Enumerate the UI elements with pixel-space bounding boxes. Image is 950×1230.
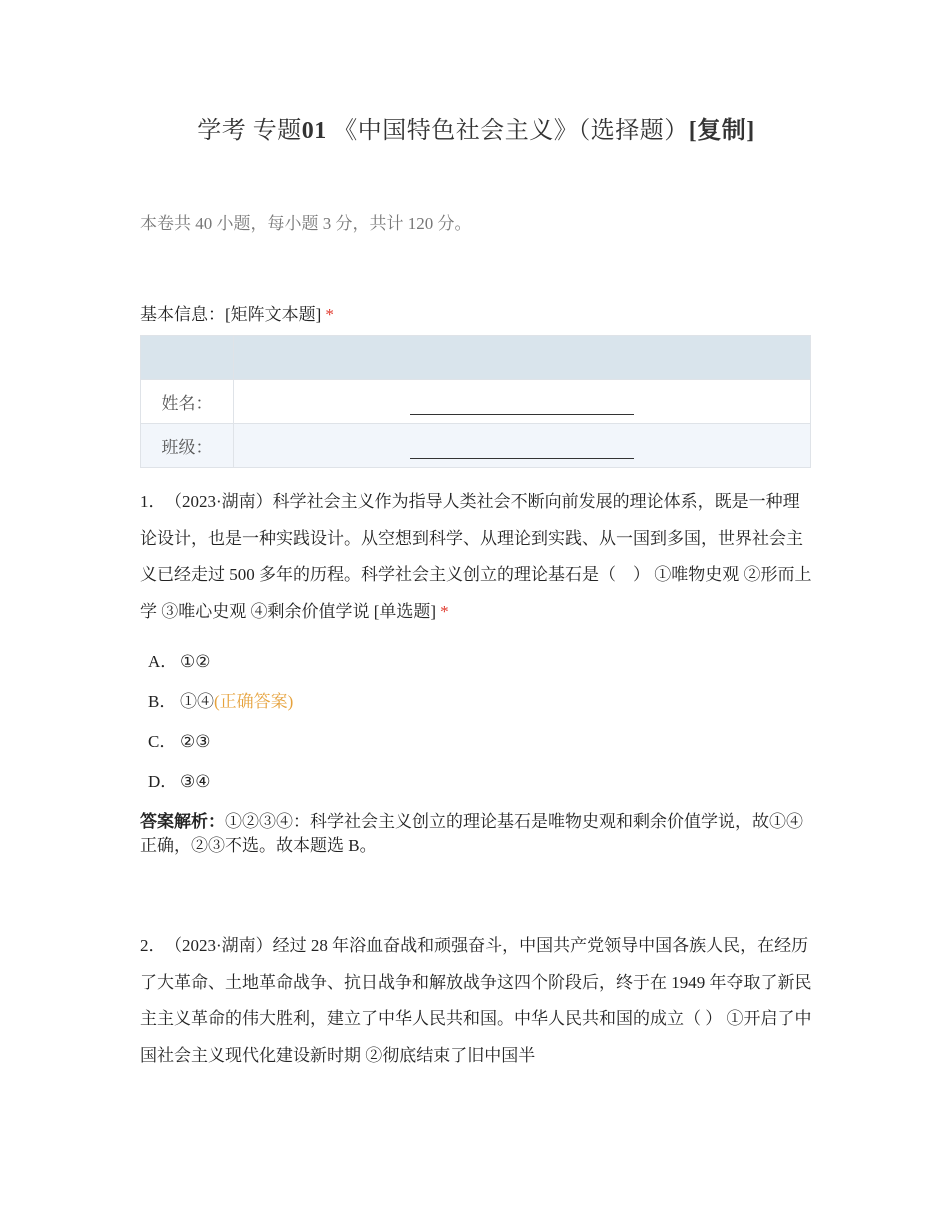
question-1-stem [140, 484, 812, 630]
matrix-row-name [141, 380, 811, 424]
option-text: ③④ [180, 772, 211, 791]
name-blank-line[interactable] [410, 402, 634, 415]
title-suffix: [复制] [688, 118, 755, 144]
question-number: 1． [140, 492, 166, 511]
analysis-label: 答案解析： [140, 812, 225, 831]
matrix-header-cell [234, 336, 811, 380]
option-c[interactable] [148, 722, 293, 762]
correct-answer-tag: (正确答案) [214, 692, 294, 711]
matrix-row-class [141, 424, 811, 468]
title-number: 01 [301, 118, 327, 144]
option-letter: B． [148, 692, 177, 711]
option-d[interactable] [148, 762, 293, 802]
option-text: ②③ [180, 732, 211, 751]
intro-text: 本卷共 40 小题，每小题 3 分，共计 120 分。 [140, 214, 472, 233]
title-main: 《中国特色社会主义》（选择题） [333, 118, 689, 144]
required-mark: * [440, 601, 449, 621]
analysis-text: ①②③④：科学社会主义创立的理论基石是唯物史观和剩余价值学说，故①④正确，②③不选。故本题选 B。 [140, 812, 803, 855]
option-b[interactable] [148, 682, 293, 722]
matrix-row-label: 班级： [141, 424, 234, 468]
title-prefix: 学考 专题 [197, 118, 302, 144]
matrix-row-label: 姓名： [141, 380, 234, 424]
option-letter: D． [148, 772, 178, 791]
option-a[interactable] [148, 642, 293, 682]
option-letter: A． [148, 652, 178, 671]
required-mark: * [325, 305, 334, 324]
basic-info-label-text: 基本信息：[矩阵文本题] [140, 305, 322, 324]
matrix-header-row [141, 336, 811, 380]
basic-info-matrix [140, 335, 811, 468]
question-text: （2023·湖南）科学社会主义作为指导人类社会不断向前发展的理论体系，既是一种理论设计，也是一种实践设计。从空想到科学、从理论到实践、从一国到多国，世界社会主义已经走过 500 多年的历程。科学社会主义创立的理论基石是（ ） ①唯物史观 ②形而上学 ③唯心史观 ④剩余价值学说 [单选题] [140, 492, 812, 621]
option-text: ①② [180, 652, 211, 671]
class-blank-line[interactable] [410, 446, 634, 459]
question-text: （2023·湖南）经过 28 年浴血奋战和顽强奋斗，中国共产党领导中国各族人民，在经历了大革命、土地革命战争、抗日战争和解放战争这四个阶段后，终于在 1949 年夺取了新民主主义革命的伟大胜利，建立了中华人民共和国。中华人民共和国的成立（ ） ①开启了中国社会主义现代化建设新时期 ②彻底结束了旧中国半 [140, 936, 812, 1065]
question-2-stem [140, 928, 812, 1074]
option-letter: C． [148, 732, 177, 751]
question-1-analysis [140, 810, 812, 858]
basic-info-label [140, 300, 334, 325]
option-text: ①④ [180, 692, 214, 711]
page-title [140, 110, 812, 145]
class-field[interactable] [234, 424, 811, 468]
question-number: 2． [140, 936, 166, 955]
question-1-options [148, 642, 293, 802]
name-field[interactable] [234, 380, 811, 424]
matrix-header-corner [141, 336, 234, 380]
